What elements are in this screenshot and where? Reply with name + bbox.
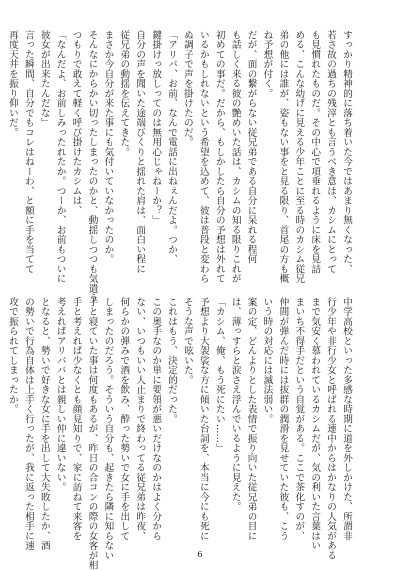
text-line: 初めての事だ。だから、もしかしたら自分の予想は外れて xyxy=(213,30,225,284)
text-line: も見慣れたものだ。その中心で項垂れるように床を見詰 xyxy=(309,30,321,274)
text-line: この奥手なのか単に要領が悪いだけなのかはよく分から xyxy=(150,297,162,541)
text-line: める、こんな幼げに見える少年ことに至る時のカシム従兄 xyxy=(293,30,305,284)
text-line: ぬ調子で声を掛けたのだ。 xyxy=(181,30,193,147)
text-line: これはもう、決定的だった。 xyxy=(166,297,178,424)
text-line: も話しく来る彼の艶めいた話は、カシムの知る限りこれが xyxy=(229,30,241,284)
text-line: 予想より大袈裟な方に傾いた台詞を、本当に今にも死に xyxy=(197,297,209,541)
text-line: 何らかの弾みで酒を飲み、酔った勢いで女に手を出して xyxy=(118,297,130,541)
text-line: しまったのだろう。そういう自分も、起きたら隣に知らない xyxy=(102,297,114,561)
text-line: すっかり精神的に落ち着いた今ではあまり無くなった、 xyxy=(341,30,352,274)
page-number: 6 xyxy=(197,550,203,560)
text-line: 自分の声を聞いた途端びくりと揺れた肩は、面白い程に xyxy=(134,30,146,274)
text-line: ね予想が付く。 xyxy=(261,30,273,99)
text-line: 行少年や非行少女と呼ばれる連中からはかなりの人気がある xyxy=(325,297,337,561)
text-line: は、薄っすらと涙さえ浮んでいるように見えた。 xyxy=(229,297,241,512)
text-line: 彼女が出来たんだな」 xyxy=(38,30,50,128)
text-line: 鍵掛けっ放しってのは無用心じゃねーか？」 xyxy=(150,30,162,225)
text-block-lower xyxy=(6,297,354,570)
text-line: 仲間が弾んだ時には抜群の潤滑を見せていた彼も、こう xyxy=(277,297,289,541)
text-line: そうな声で呟いた。 xyxy=(181,297,193,385)
text-line: まいち不得手だという自覚がある。ここで茶化すのが、 xyxy=(293,297,305,541)
text-line: 弟の他には誰が、姿もない事をと見る限り、首尾の方も概 xyxy=(277,30,289,284)
text-line: 考えればアリババとは親しい仲に違いない。 xyxy=(54,297,66,492)
text-line: 「アリバ、お前、なんで電話に出ねぇんだよ。つか、 xyxy=(166,30,178,264)
text-line: 「カシム、俺、もう死にたい……」 xyxy=(213,297,225,453)
text-block-upper xyxy=(6,30,354,303)
text-line: まで気安く慕われているカシムだが、気の利いた言葉はい xyxy=(309,297,321,551)
text-line: 言った瞬間、自分でもコレはねーわ、と額に手を当てて xyxy=(22,30,34,274)
text-line: いるかもしれないという希望を込めて、彼は普段と変わら xyxy=(197,30,209,284)
text-line: 攻で振られてしまったか。 xyxy=(6,297,18,414)
text-line: ない、いつもいい人止まりで終わってる従兄弟は昨夜、 xyxy=(134,297,146,541)
text-line: 案の定、どんよりとした表情で振り向いた従兄弟の目に xyxy=(245,297,257,541)
text-line: つもりで敢えて軽く呼び掛けたカシムは、 xyxy=(70,30,82,216)
text-line: 従兄弟の動揺を伝えてきた。 xyxy=(118,30,130,157)
text-line: 「なんだよ、お前しみったれたか。つーか、お前もついに xyxy=(54,30,66,284)
text-line: 中学高校といった多感な時期に道を外しかけた、所謂非 xyxy=(341,297,352,541)
text-line: そんなにからかい切ったしまったのかと、動揺しつつも気遣う xyxy=(86,30,98,303)
text-line: だが、面の繋がらない従兄弟である自分に呆れる程何 xyxy=(245,30,257,264)
text-line: の勢いで行為自体は上手く行ったが、我に返った相手に速 xyxy=(22,297,34,551)
text-line: いう時の対応には滅法弱い。 xyxy=(261,297,273,424)
text-line: 手と寝ていた事は何度もあるが、昨日の合コンの際の女客が相 xyxy=(86,297,98,570)
text-line: 若さ故の過ちの残滓とも言うべき意は、カシムにとって xyxy=(325,30,337,274)
text-line: 手と考えれば少なくとも顔見知りで、家に訪ねて来客を xyxy=(70,297,82,541)
text-line: となると、勢いで好きな女に手を出して大失敗したか、酒 xyxy=(38,297,50,551)
text-line: まさか今自分が来た事にも気付いていなかったのか。 xyxy=(102,30,114,264)
text-line: 再度天井を振り仰いだ。 xyxy=(6,30,18,138)
